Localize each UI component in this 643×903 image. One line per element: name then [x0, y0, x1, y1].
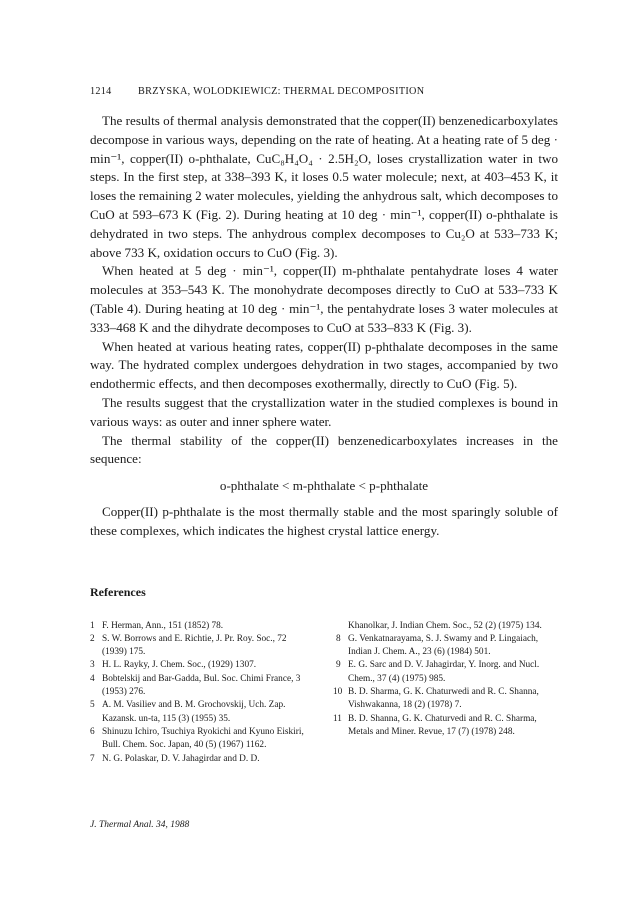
page-number: 1214	[90, 86, 112, 97]
reference-11: 11 B. D. Shanna, G. K. Chaturvedi and R. C. Sharma, Metals and Miner. Revue, 17 (7) (1978) 248.	[333, 713, 537, 737]
journal-footer: J. Thermal Anal. 34, 1988	[90, 820, 190, 830]
references-right-column	[333, 620, 558, 766]
running-title: BRZYSKA, WOLODKIEWICZ: THERMAL DECOMPOSITION	[138, 86, 425, 97]
reference-6: 6 Shinuzu Ichiro, Tsuchiya Ryokichi and Kyuno Eiskiri, Bull. Chem. Soc. Japan, 40 (5) (1967) 1162.	[90, 726, 304, 751]
reference-4: 4 Bobtelskij and Bar-Gadda, Bul. Soc. Chimi France, 3 (1953) 276.	[90, 673, 301, 698]
reference-7-continued: Khanolkar, J. Indian Chem. Soc., 52 (2) (1975) 134.	[348, 620, 542, 631]
references-heading: References	[90, 584, 146, 599]
paragraph-5: The thermal stability of the copper(II) benzenedicarboxylates increases in the sequence:	[90, 432, 558, 467]
running-header	[90, 86, 558, 104]
reference-8: 8 G. Venkatnarayama, S. J. Swamy and P. Lingaiach, Indian J. Chem. A., 23 (6) (1984) 501.	[336, 633, 539, 658]
reference-10: 10 B. D. Sharma, G. K. Chaturwedi and R. C. Shanna, Vishwakanna, 18 (2) (1978) 7.	[333, 687, 539, 711]
reference-9: 9 E. G. Sarc and D. V. Jahagirdar, Y. Inorg. and Nucl. Chem., 37 (4) (1975) 985.	[336, 660, 540, 684]
body-text	[90, 112, 558, 541]
page-content	[90, 86, 558, 766]
reference-3: 3 H. L. Rayky, J. Chem. Soc., (1929) 1307.	[90, 660, 257, 671]
paragraph-4: The results suggest that the crystallization water in the studied complexes is bound in various ways: as outer and inner sphere water.	[90, 394, 558, 429]
paragraph-2: When heated at 5 deg · min⁻¹, copper(II) m-phthalate pentahydrate loses 4 water molecules at 353–543 K. The monohydrate decomposes directly to CuO at 533–733 K (Table 4). During heating at 10 deg · min⁻¹, the pentahydrate loses 3 water molecules at 333–468 K and the dihydrate decomposes to CuO at 533–833 K (Fig. 3).	[90, 263, 558, 335]
reference-1: 1 F. Herman, Ann., 151 (1852) 78.	[90, 620, 224, 631]
paragraph-3: When heated at various heating rates, copper(II) p-phthalate decomposes in the same way. The hydrated complex undergoes dehydration in two stages, accompanied by two endothermic effects, and then decomposes exothermally, directly to CuO (Fig. 5).	[90, 338, 558, 392]
stability-sequence: o-phthalate < m-phthalate < p-phthalate	[219, 478, 429, 494]
reference-2: 2 S. W. Borrows and E. Richtie, J. Pr. Roy. Soc., 72 (1939) 175.	[90, 633, 287, 658]
references-left-column	[90, 620, 312, 766]
reference-7: 7 N. G. Polaskar, D. V. Jahagirdar and D. D.	[90, 753, 260, 764]
closing-paragraph: Copper(II) p-phthalate is the most thermally stable and the most sparingly soluble of these complexes, which indicates the highest crystal lattice energy.	[90, 503, 558, 538]
references-list	[90, 620, 558, 766]
reference-5: 5 A. M. Vasiliev and B. M. Grochovskij, Uch. Zap. Kazansk. un-ta, 115 (3) (1955) 35.	[90, 700, 286, 724]
paragraph-1: The results of thermal analysis demonstrated that the copper(II) benzenedicarboxylates decompose in various ways, depending on the rate of heating. At a heating rate of 5 deg · min⁻¹, copper(II) o-phthalate, CuC₈H₄O₄ · 2.5H₂O, loses crystallization water in two steps. In the first step, at 338–393 K, it loses 0.5 water molecule; next, at 403–453 K, it loses the remaining 2 water molecules, yielding the anhydrous salt, which decomposes to CuO at 593–673 K (Fig. 2). During heating at 10 deg · min⁻¹, copper(II) o-phthalate is dehydrated in two steps. The anhydrous complex decomposes to Cu₂O at 533–733 K; above 733 K, oxidation occurs to CuO (Fig. 3).	[90, 113, 558, 260]
